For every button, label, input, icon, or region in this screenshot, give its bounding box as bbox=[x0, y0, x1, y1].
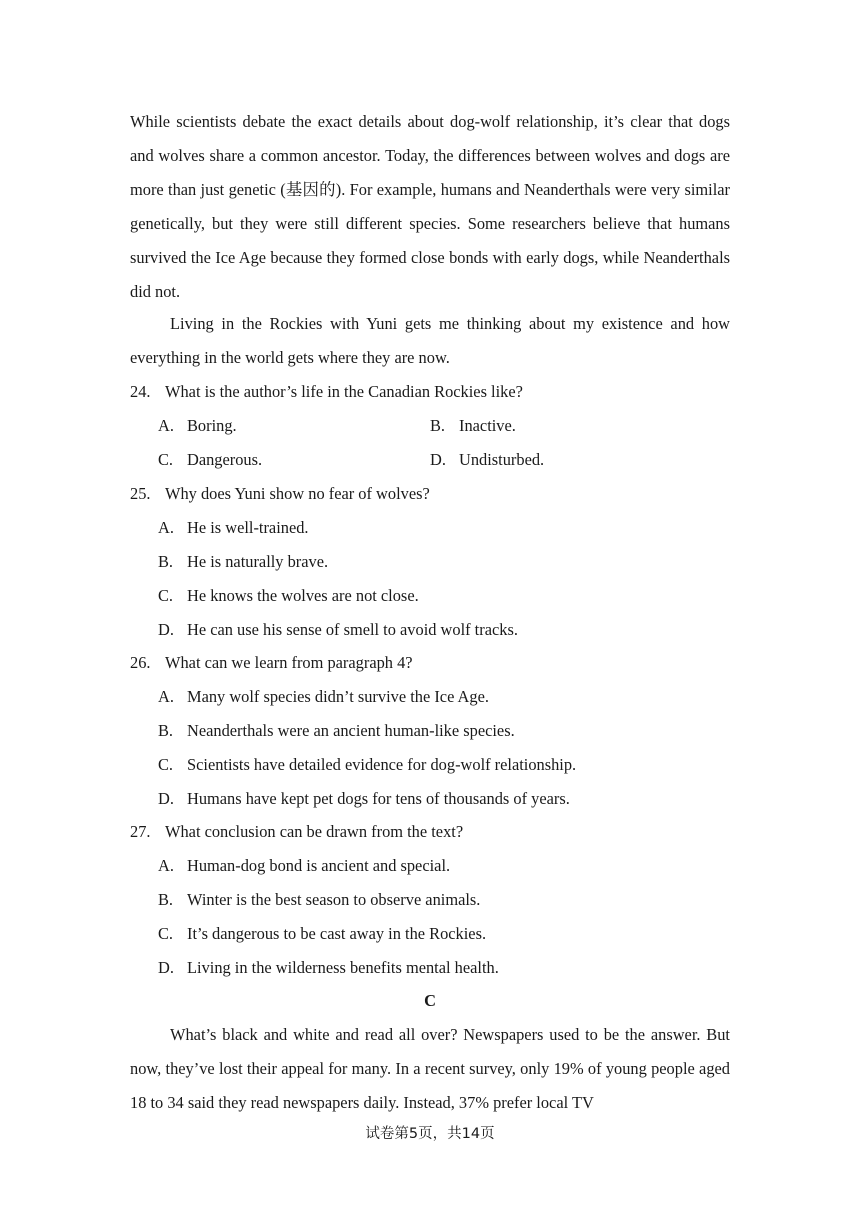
question-text: What is the author’s life in the Canadian Rockies like? bbox=[165, 382, 523, 401]
section-c-heading: C bbox=[424, 991, 436, 1010]
question-number: 25. bbox=[130, 484, 151, 503]
question-number: 27. bbox=[130, 822, 151, 841]
option-27-b: B. Winter is the best season to observe animals. bbox=[158, 890, 481, 909]
option-26-c: C. Scientists have detailed evidence for dog-wolf relationship. bbox=[158, 755, 577, 774]
option-24-a: A. Boring. bbox=[158, 416, 237, 435]
page-footer: 试卷第5页，共14页 bbox=[365, 1126, 495, 1142]
passage-c-paragraph-1: What’s black and white and read all over? Newspapers used to be the answer. But now, they’ve lost their appeal for many. In a recent survey, only 19% of young people aged 18 to 34 said they read newspapers daily. Instead, 37% prefer local TV bbox=[130, 1025, 730, 1112]
question-number: 24. bbox=[130, 382, 151, 401]
question-26 bbox=[130, 646, 730, 680]
option-27-d: D. Living in the wilderness benefits mental health. bbox=[158, 958, 499, 977]
option-27-c: C. It’s dangerous to be cast away in the Rockies. bbox=[158, 924, 487, 943]
option-25-c: C. He knows the wolves are not close. bbox=[158, 586, 419, 605]
passage-b-paragraph-4: While scientists debate the exact details about dog-wolf relationship, it’s clear that dogs and wolves share a common ancestor. Today, the differences between wolves and dogs are more than just genetic (基因的). For example, humans and Neanderthals were very similar genetically, but they were still different species. Some researchers believe that humans survived the Ice Age because they formed close bonds with early dogs, while Neanderthals did not. bbox=[130, 112, 730, 301]
option-26-d: D. Humans have kept pet dogs for tens of thousands of years. bbox=[158, 789, 570, 808]
question-25 bbox=[130, 477, 730, 511]
option-24-c: C. Dangerous. bbox=[158, 450, 263, 469]
option-25-a: A. He is well-trained. bbox=[158, 518, 309, 537]
option-24-b: B. Inactive. bbox=[430, 416, 516, 435]
option-26-b: B. Neanderthals were an ancient human-like species. bbox=[158, 721, 515, 740]
question-24 bbox=[130, 375, 730, 409]
option-27-a: A. Human-dog bond is ancient and special. bbox=[158, 856, 451, 875]
option-26-a: A. Many wolf species didn’t survive the Ice Age. bbox=[158, 687, 489, 706]
option-25-b: B. He is naturally brave. bbox=[158, 552, 329, 571]
option-25-d: D. He can use his sense of smell to avoid wolf tracks. bbox=[158, 620, 518, 639]
passage-b-paragraph-5: Living in the Rockies with Yuni gets me thinking about my existence and how everything in the world gets where they are now. bbox=[130, 314, 730, 367]
option-24-d: D. Undisturbed. bbox=[430, 450, 545, 469]
question-number: 26. bbox=[130, 653, 151, 672]
question-text: What can we learn from paragraph 4? bbox=[165, 653, 413, 672]
question-text: Why does Yuni show no fear of wolves? bbox=[165, 484, 430, 503]
question-27 bbox=[130, 815, 730, 849]
question-text: What conclusion can be drawn from the text? bbox=[165, 822, 464, 841]
